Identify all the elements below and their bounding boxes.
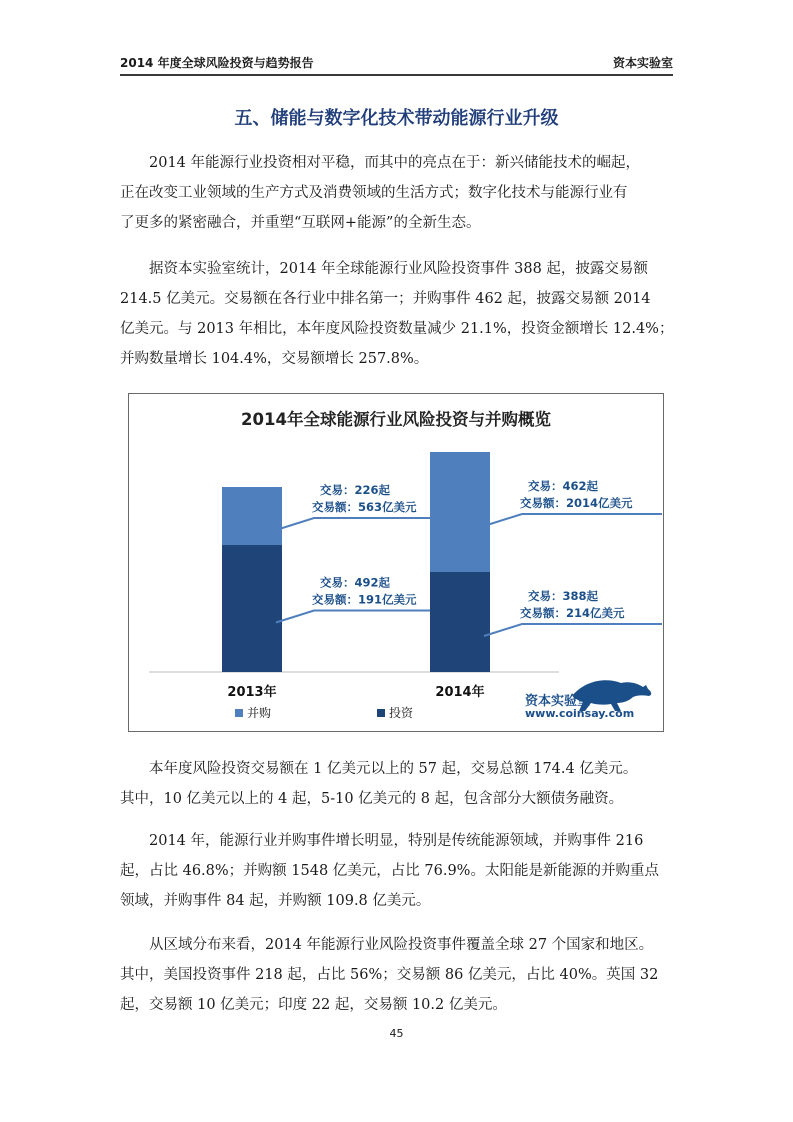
logo-brand: 资本实验室 [525, 694, 591, 709]
annotation-count: 交易：226起 [320, 483, 391, 497]
category-label: 2013年 [227, 685, 277, 700]
paragraph-line: 亿美元。与 2013 年相比，本年度风险投资数量减少 21.1%，投资金额增长 12.4%； [120, 321, 674, 337]
paragraph-mergers [120, 826, 673, 916]
legend-swatch [235, 709, 243, 717]
paragraph-statistics [120, 254, 673, 374]
paragraph-line: 了更多的紧密融合，并重塑“互联网+能源”的全新生态。 [120, 215, 481, 231]
bar-merger-1 [222, 487, 282, 545]
paragraph-line: 从区域分布来看，2014 年能源行业风险投资事件覆盖全球 27 个国家和地区。 [149, 937, 654, 953]
paragraph-line: 正在改变工业领域的生产方式及消费领域的生活方式；数字化技术与能源行业有 [120, 185, 628, 201]
annotation-leader [484, 624, 662, 636]
annotation-amount: 交易额：191亿美元 [312, 592, 417, 607]
annotation-amount: 交易额：214亿美元 [520, 606, 625, 620]
chart-title: 2014年全球能源行业风险投资与并购概览 [241, 410, 551, 429]
page-number: 45 [389, 1027, 404, 1040]
annotation-count: 交易：492起 [320, 575, 391, 590]
paragraph-line: 领域，并购事件 84 起，并购额 109.8 亿美元。 [120, 893, 431, 909]
coinsay-logo [525, 673, 655, 725]
paragraph-line: 2014 年，能源行业并购事件增长明显，特别是传统能源领域，并购事件 216 [149, 833, 644, 849]
paragraph-line: 起，占比 46.8%；并购额 1548 亿美元，占比 76.9%。太阳能是新能源的并购重点 [120, 863, 659, 879]
section-title: 五、储能与数字化技术带动能源行业升级 [234, 108, 559, 129]
category-label: 2014年 [435, 685, 485, 700]
paragraph-line: 其中，10 亿美元以上的 4 起，5-10 亿美元的 8 起，包含部分大额债务融资。 [120, 791, 624, 807]
chart-figure [128, 393, 664, 732]
logo-url: www.coinsay.com [525, 707, 635, 720]
paragraph-line: 本年度风险投资交易额在 1 亿美元以上的 57 起，交易总额 174.4 亿美元。 [149, 761, 638, 777]
bar-investment-1 [222, 545, 282, 672]
legend-label: 投资 [389, 706, 414, 720]
annotation-leader [484, 514, 662, 526]
paragraph-line: 并购数量增长 104.4%，交易额增长 257.8%。 [120, 351, 429, 367]
annotation-count: 交易：462起 [528, 479, 599, 493]
publisher-name: 资本实验室 [612, 56, 673, 70]
bar-investment-2 [430, 572, 490, 672]
paragraph-regions [120, 930, 673, 1020]
annotation-count: 交易：388起 [528, 589, 599, 603]
annotation-amount: 交易额：563亿美元 [312, 500, 417, 514]
paragraph-line: 其中，美国投资事件 218 起，占比 56%；交易额 86 亿美元，占比 40%。英国 32 [120, 967, 659, 983]
paragraph-intro [120, 148, 673, 238]
page-header [120, 52, 673, 76]
bar-merger-2 [430, 452, 490, 572]
annotation-amount: 交易额：2014亿美元 [520, 496, 633, 510]
legend-swatch [377, 709, 385, 717]
paragraph-line: 据资本实验室统计，2014 年全球能源行业风险投资事件 388 起，披露交易额 [149, 261, 648, 277]
paragraph-line: 214.5 亿美元。交易额在各行业中排名第一；并购事件 462 起，披露交易额 2014 [120, 291, 651, 307]
report-title: 2014 年度全球风险投资与趋势报告 [120, 56, 314, 70]
legend-label: 并购 [247, 706, 272, 720]
paragraph-line: 起，交易额 10 亿美元；印度 22 起，交易额 10.2 亿美元。 [120, 997, 507, 1013]
paragraph-line: 2014 年能源行业投资相对平稳，而其中的亮点在于：新兴储能技术的崛起， [149, 155, 641, 171]
paragraph-large-deals [120, 754, 673, 814]
